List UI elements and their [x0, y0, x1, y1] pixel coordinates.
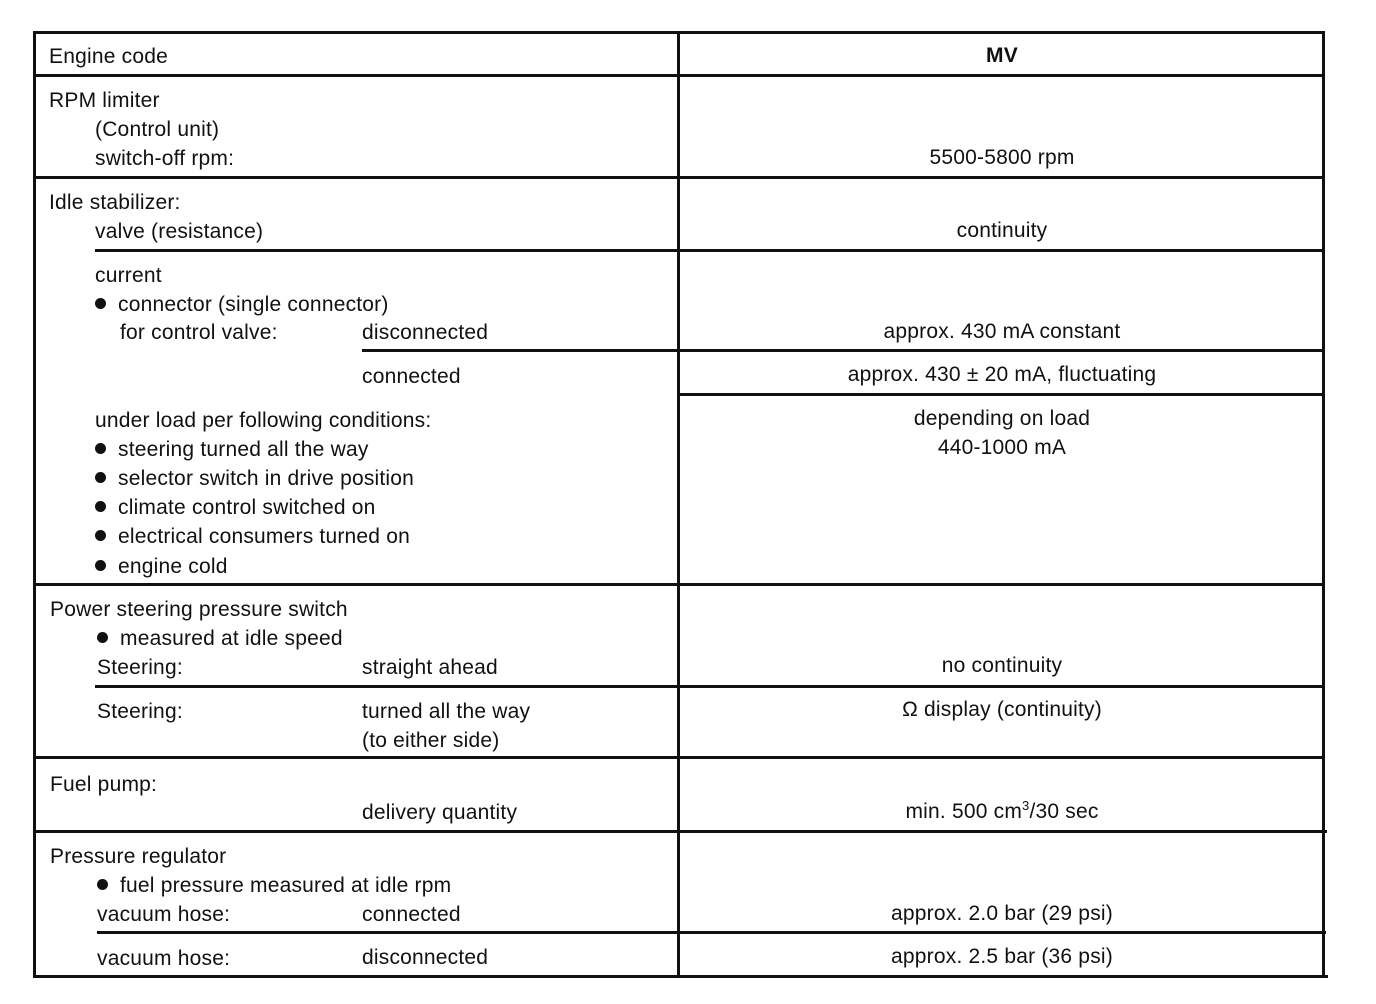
bullet-icon — [97, 632, 108, 643]
power-steering-measured — [97, 627, 343, 651]
fuel-pump-title: Fuel pump: — [50, 773, 158, 796]
delivery-value-sup: 3 — [1022, 798, 1030, 813]
turned-label-line-2: (to either side) — [362, 729, 500, 752]
rpm-limiter-control-unit: (Control unit) — [95, 118, 220, 141]
engine-code-label: Engine code — [49, 45, 168, 68]
table-border-left — [33, 31, 36, 978]
table-border-bottom — [35, 975, 1328, 978]
condition-text: electrical consumers turned on — [118, 525, 410, 548]
condition-item — [95, 525, 410, 549]
turned-label-line-1: turned all the way — [362, 700, 531, 723]
delivery-quantity-value — [680, 800, 1324, 824]
condition-item — [95, 467, 414, 491]
pressure-regulator-measured — [97, 874, 451, 898]
engine-code-value: MV — [986, 44, 1018, 67]
idle-stabilizer-title: Idle stabilizer: — [49, 191, 181, 214]
condition-item — [95, 438, 369, 462]
row-separator — [362, 349, 1323, 352]
rpm-limiter-switch-off: switch-off rpm: — [95, 147, 235, 170]
bullet-icon — [95, 298, 106, 309]
bullet-icon — [95, 443, 106, 454]
section-separator — [33, 756, 1325, 759]
row-separator — [95, 685, 1324, 688]
measured-text: fuel pressure measured at idle rpm — [120, 874, 452, 897]
measured-text: measured at idle speed — [120, 627, 343, 650]
steering-label: Steering: — [97, 700, 183, 723]
section-separator — [33, 176, 1325, 179]
section-separator — [33, 830, 1327, 833]
hose-connected-value: approx. 2.0 bar (29 psi) — [891, 902, 1113, 925]
delivery-quantity-label: delivery quantity — [362, 801, 518, 824]
current-label: current — [95, 264, 162, 287]
condition-text: steering turned all the way — [118, 438, 369, 461]
load-value-line-2: 440-1000 mA — [937, 436, 1067, 459]
hose-connected-label: connected — [362, 903, 461, 926]
load-value-line-1: depending on load — [913, 407, 1091, 430]
column-divider — [677, 31, 680, 978]
pressure-regulator-title: Pressure regulator — [50, 845, 227, 868]
turned-value: Ω display (continuity) — [902, 698, 1102, 721]
bullet-icon — [95, 472, 106, 483]
row-separator — [95, 249, 1323, 252]
bullet-icon — [95, 530, 106, 541]
valve-resistance-label: valve (resistance) — [95, 220, 264, 243]
vacuum-hose-label: vacuum hose: — [97, 903, 231, 926]
delivery-value-suffix: /30 sec — [1029, 800, 1099, 823]
condition-text: engine cold — [118, 555, 228, 578]
table-border-right — [1322, 31, 1325, 978]
row-separator — [97, 931, 1326, 934]
steering-label: Steering: — [97, 656, 183, 679]
condition-text: selector switch in drive position — [118, 467, 415, 490]
connected-label: connected — [362, 365, 461, 388]
bullet-icon — [97, 879, 108, 890]
connected-value: approx. 430 ± 20 mA, fluctuating — [847, 363, 1157, 386]
bullet-icon — [95, 560, 106, 571]
hose-disconnected-value: approx. 2.5 bar (36 psi) — [891, 945, 1113, 968]
vacuum-hose-label: vacuum hose: — [97, 947, 231, 970]
section-separator — [33, 583, 1325, 586]
control-valve-label: for control valve: — [120, 321, 278, 344]
condition-text: climate control switched on — [118, 496, 376, 519]
header-separator — [33, 74, 1325, 77]
connector-label: connector (single connector) — [118, 293, 389, 316]
rpm-limiter-value: 5500-5800 rpm — [929, 146, 1075, 169]
delivery-value-prefix: min. 500 cm — [905, 800, 1023, 823]
straight-ahead-label: straight ahead — [362, 656, 498, 679]
bullet-icon — [95, 501, 106, 512]
condition-item — [95, 555, 228, 579]
connector-item — [95, 293, 389, 317]
disconnected-label: disconnected — [362, 321, 489, 344]
under-load-label: under load per following conditions: — [95, 409, 432, 432]
power-steering-title: Power steering pressure switch — [50, 598, 348, 621]
straight-ahead-value: no continuity — [941, 654, 1063, 677]
condition-item — [95, 496, 376, 520]
rpm-limiter-title: RPM limiter — [49, 89, 160, 112]
hose-disconnected-label: disconnected — [362, 946, 489, 969]
row-separator — [680, 393, 1323, 396]
disconnected-value: approx. 430 mA constant — [883, 320, 1121, 343]
valve-resistance-value: continuity — [956, 219, 1048, 242]
